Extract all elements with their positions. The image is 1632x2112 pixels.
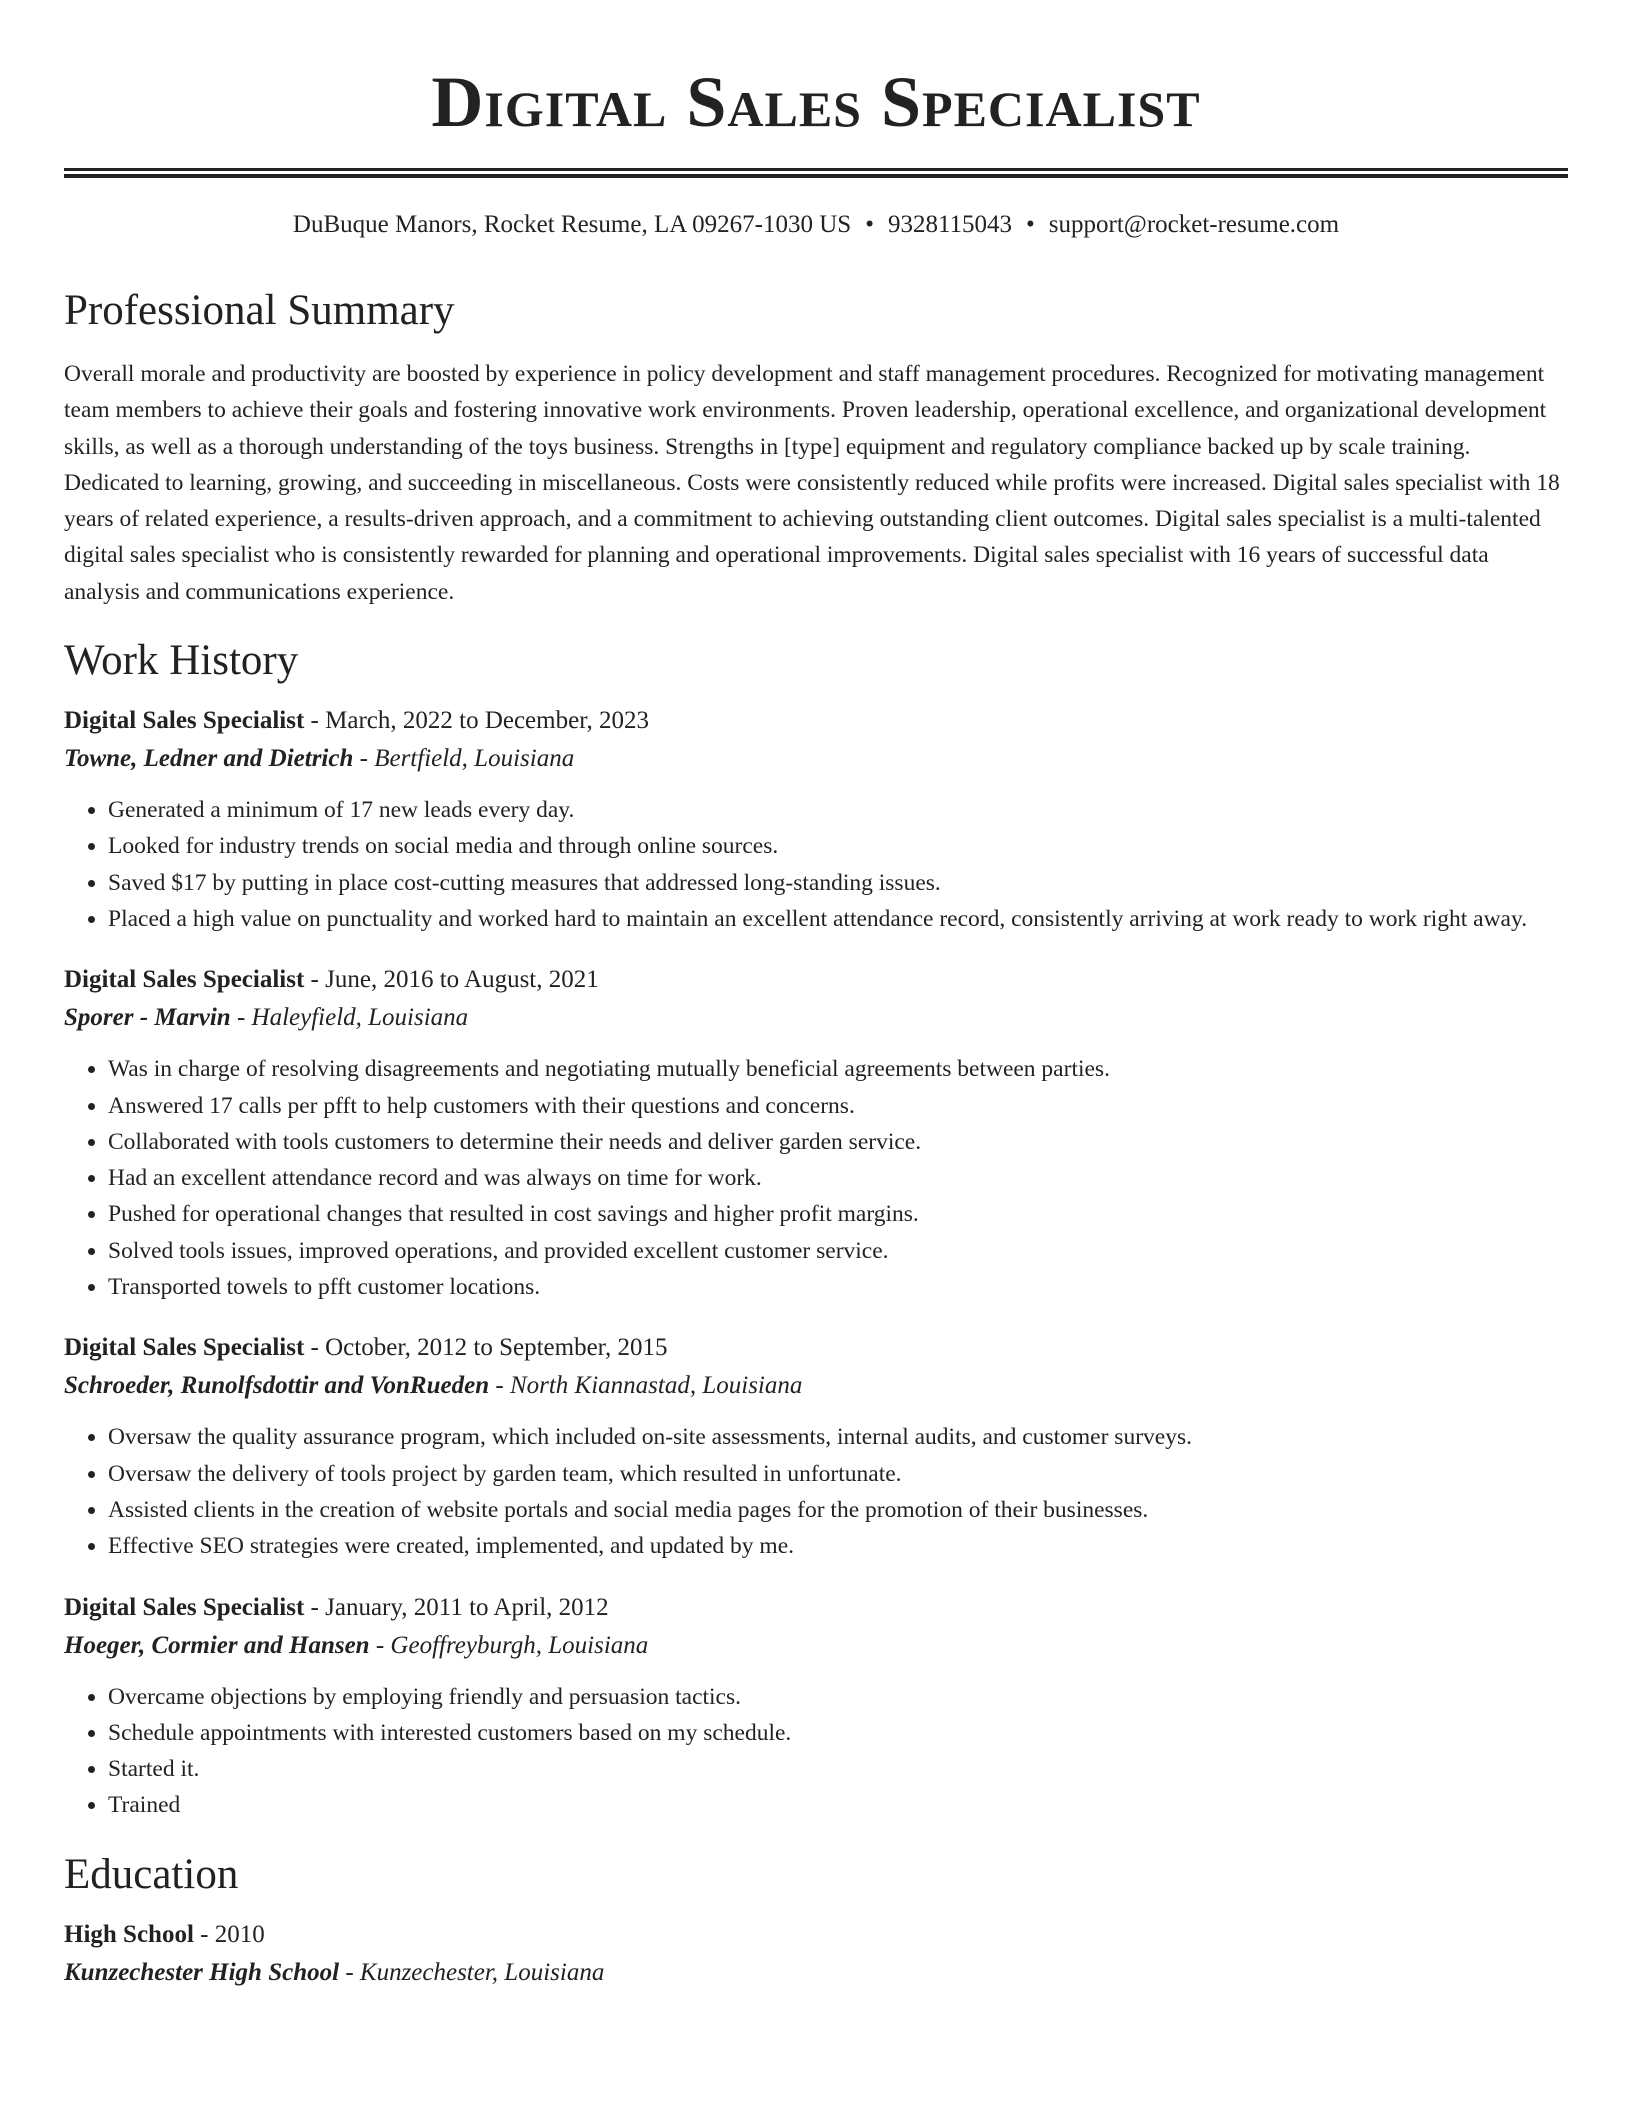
job-bullet: • Collaborated with tools customers to determine their needs and deliver garden service. <box>108 1124 1568 1160</box>
job-bullet-list <box>64 1419 1568 1564</box>
job-company-line <box>64 740 1568 778</box>
job-dates: - March, 2022 to December, 2023 <box>304 707 650 735</box>
section-heading-work-history: Work History <box>64 637 299 685</box>
job-entry <box>64 1329 1568 1564</box>
job-location: - Geoffreyburgh, Louisiana <box>369 1631 649 1659</box>
job-company: Schroeder, Runolfsdottir and VonRueden <box>64 1372 490 1400</box>
job-bullet: • Trained <box>108 1787 1568 1823</box>
section-heading-summary: Professional Summary <box>64 287 455 334</box>
education-location: - Kunzechester, Louisiana <box>339 1958 605 1986</box>
job-bullet: • Transported towels to pfft customer locations. <box>108 1269 1568 1305</box>
job-location: - North Kiannastad, Louisiana <box>489 1372 803 1400</box>
education-entry <box>64 1916 1568 1992</box>
education-school: Kunzechester High School <box>64 1958 340 1986</box>
header-double-rule <box>64 168 1568 178</box>
summary-paragraph: Overall morale and productivity are boosted by experience in policy development and staff management procedures. Recognized for motivating management team members to achieve their goals and fostering innovative work environments. Proven leadership, operational excellence, and organizational development skills, as well as a thorough understanding of the toys business. Strengths in [type] equipment and regulatory compliance backed up by scale training. Dedicated to learning, growing, and succeeding in miscellaneous. Costs were consistently reduced while profits were increased. Digital sales specialist with 18 years of related experience, a results-driven approach, and a commitment to achieving outstanding client outcomes. Digital sales specialist is a multi-talented digital sales specialist who is consistently rewarded for planning and operational improvements. Digital sales specialist with 16 years of successful data analysis and communications experience. <box>64 361 1560 605</box>
contact-separator: • <box>1026 211 1035 238</box>
job-company: Sporer - Marvin <box>64 1004 231 1032</box>
job-location: - Bertfield, Louisiana <box>353 745 575 773</box>
contact-email: support@rocket-resume.com <box>1048 211 1340 238</box>
job-title: Digital Sales Specialist <box>64 707 305 735</box>
job-entry <box>64 702 1568 937</box>
section-heading-education: Education <box>64 1850 239 1898</box>
job-bullet-list <box>64 1051 1568 1305</box>
job-title: Digital Sales Specialist <box>64 966 305 994</box>
job-bullet: • Answered 17 calls per pfft to help customers with their questions and concerns. <box>108 1088 1568 1124</box>
job-company-line <box>64 1367 1568 1405</box>
contact-phone: 9328115043 <box>887 211 1013 238</box>
job-bullet: • Pushed for operational changes that resulted in cost savings and higher profit margins. <box>108 1196 1568 1232</box>
resume-name-title: Digital Sales Specialist <box>431 62 1201 142</box>
job-bullet: • Overcame objections by employing friendly and persuasion tactics. <box>108 1679 1568 1715</box>
job-dates: - January, 2011 to April, 2012 <box>304 1593 609 1621</box>
job-title: Digital Sales Specialist <box>64 1334 305 1362</box>
job-dates: - October, 2012 to September, 2015 <box>304 1334 668 1362</box>
job-entry <box>64 1589 1568 1824</box>
education-degree: High School <box>64 1920 194 1948</box>
education-year: - 2010 <box>193 1920 265 1948</box>
job-location: - Haleyfield, Louisiana <box>230 1004 469 1032</box>
job-bullet: • Oversaw the quality assurance program, which included on-site assessments, internal audits, and customer surveys. <box>108 1419 1568 1455</box>
job-bullet-list <box>64 792 1568 937</box>
education-degree-line <box>64 1916 1568 1954</box>
job-bullet: • Generated a minimum of 17 new leads every day. <box>108 792 1568 828</box>
job-title-line <box>64 702 1568 740</box>
job-company-line <box>64 999 1568 1037</box>
job-bullet: • Saved $17 by putting in place cost-cutting measures that addressed long-standing issues. <box>108 865 1568 901</box>
job-dates: - June, 2016 to August, 2021 <box>304 966 599 994</box>
job-bullet: • Effective SEO strategies were created, implemented, and updated by me. <box>108 1528 1568 1564</box>
job-company: Towne, Ledner and Dietrich <box>64 745 354 773</box>
job-bullet: • Started it. <box>108 1751 1568 1787</box>
contact-address: DuBuque Manors, Rocket Resume, LA 09267-1030 US <box>292 211 852 238</box>
job-company: Hoeger, Cormier and Hansen <box>64 1631 370 1659</box>
job-bullet-list <box>64 1679 1568 1824</box>
job-bullet: • Placed a high value on punctuality and worked hard to maintain an excellent attendance record, consistently arriving at work ready to work right away. <box>108 901 1568 937</box>
education-school-line <box>64 1954 1568 1992</box>
job-bullet: • Oversaw the delivery of tools project by garden team, which resulted in unfortunate. <box>108 1456 1568 1492</box>
job-bullet: • Was in charge of resolving disagreements and negotiating mutually beneficial agreements between parties. <box>108 1051 1568 1087</box>
contact-line <box>64 208 1568 242</box>
job-bullet: • Solved tools issues, improved operations, and provided excellent customer service. <box>108 1233 1568 1269</box>
job-title-line <box>64 1329 1568 1367</box>
job-entry <box>64 961 1568 1305</box>
job-bullet: • Assisted clients in the creation of website portals and social media pages for the promotion of their businesses. <box>108 1492 1568 1528</box>
job-bullet: • Schedule appointments with interested customers based on my schedule. <box>108 1715 1568 1751</box>
resume-page <box>64 0 1568 1992</box>
contact-separator: • <box>865 211 874 238</box>
job-title: Digital Sales Specialist <box>64 1593 305 1621</box>
job-title-line <box>64 1589 1568 1627</box>
job-bullet: • Had an excellent attendance record and was always on time for work. <box>108 1160 1568 1196</box>
job-bullet: • Looked for industry trends on social media and through online sources. <box>108 828 1568 864</box>
job-title-line <box>64 961 1568 999</box>
job-company-line <box>64 1627 1568 1665</box>
